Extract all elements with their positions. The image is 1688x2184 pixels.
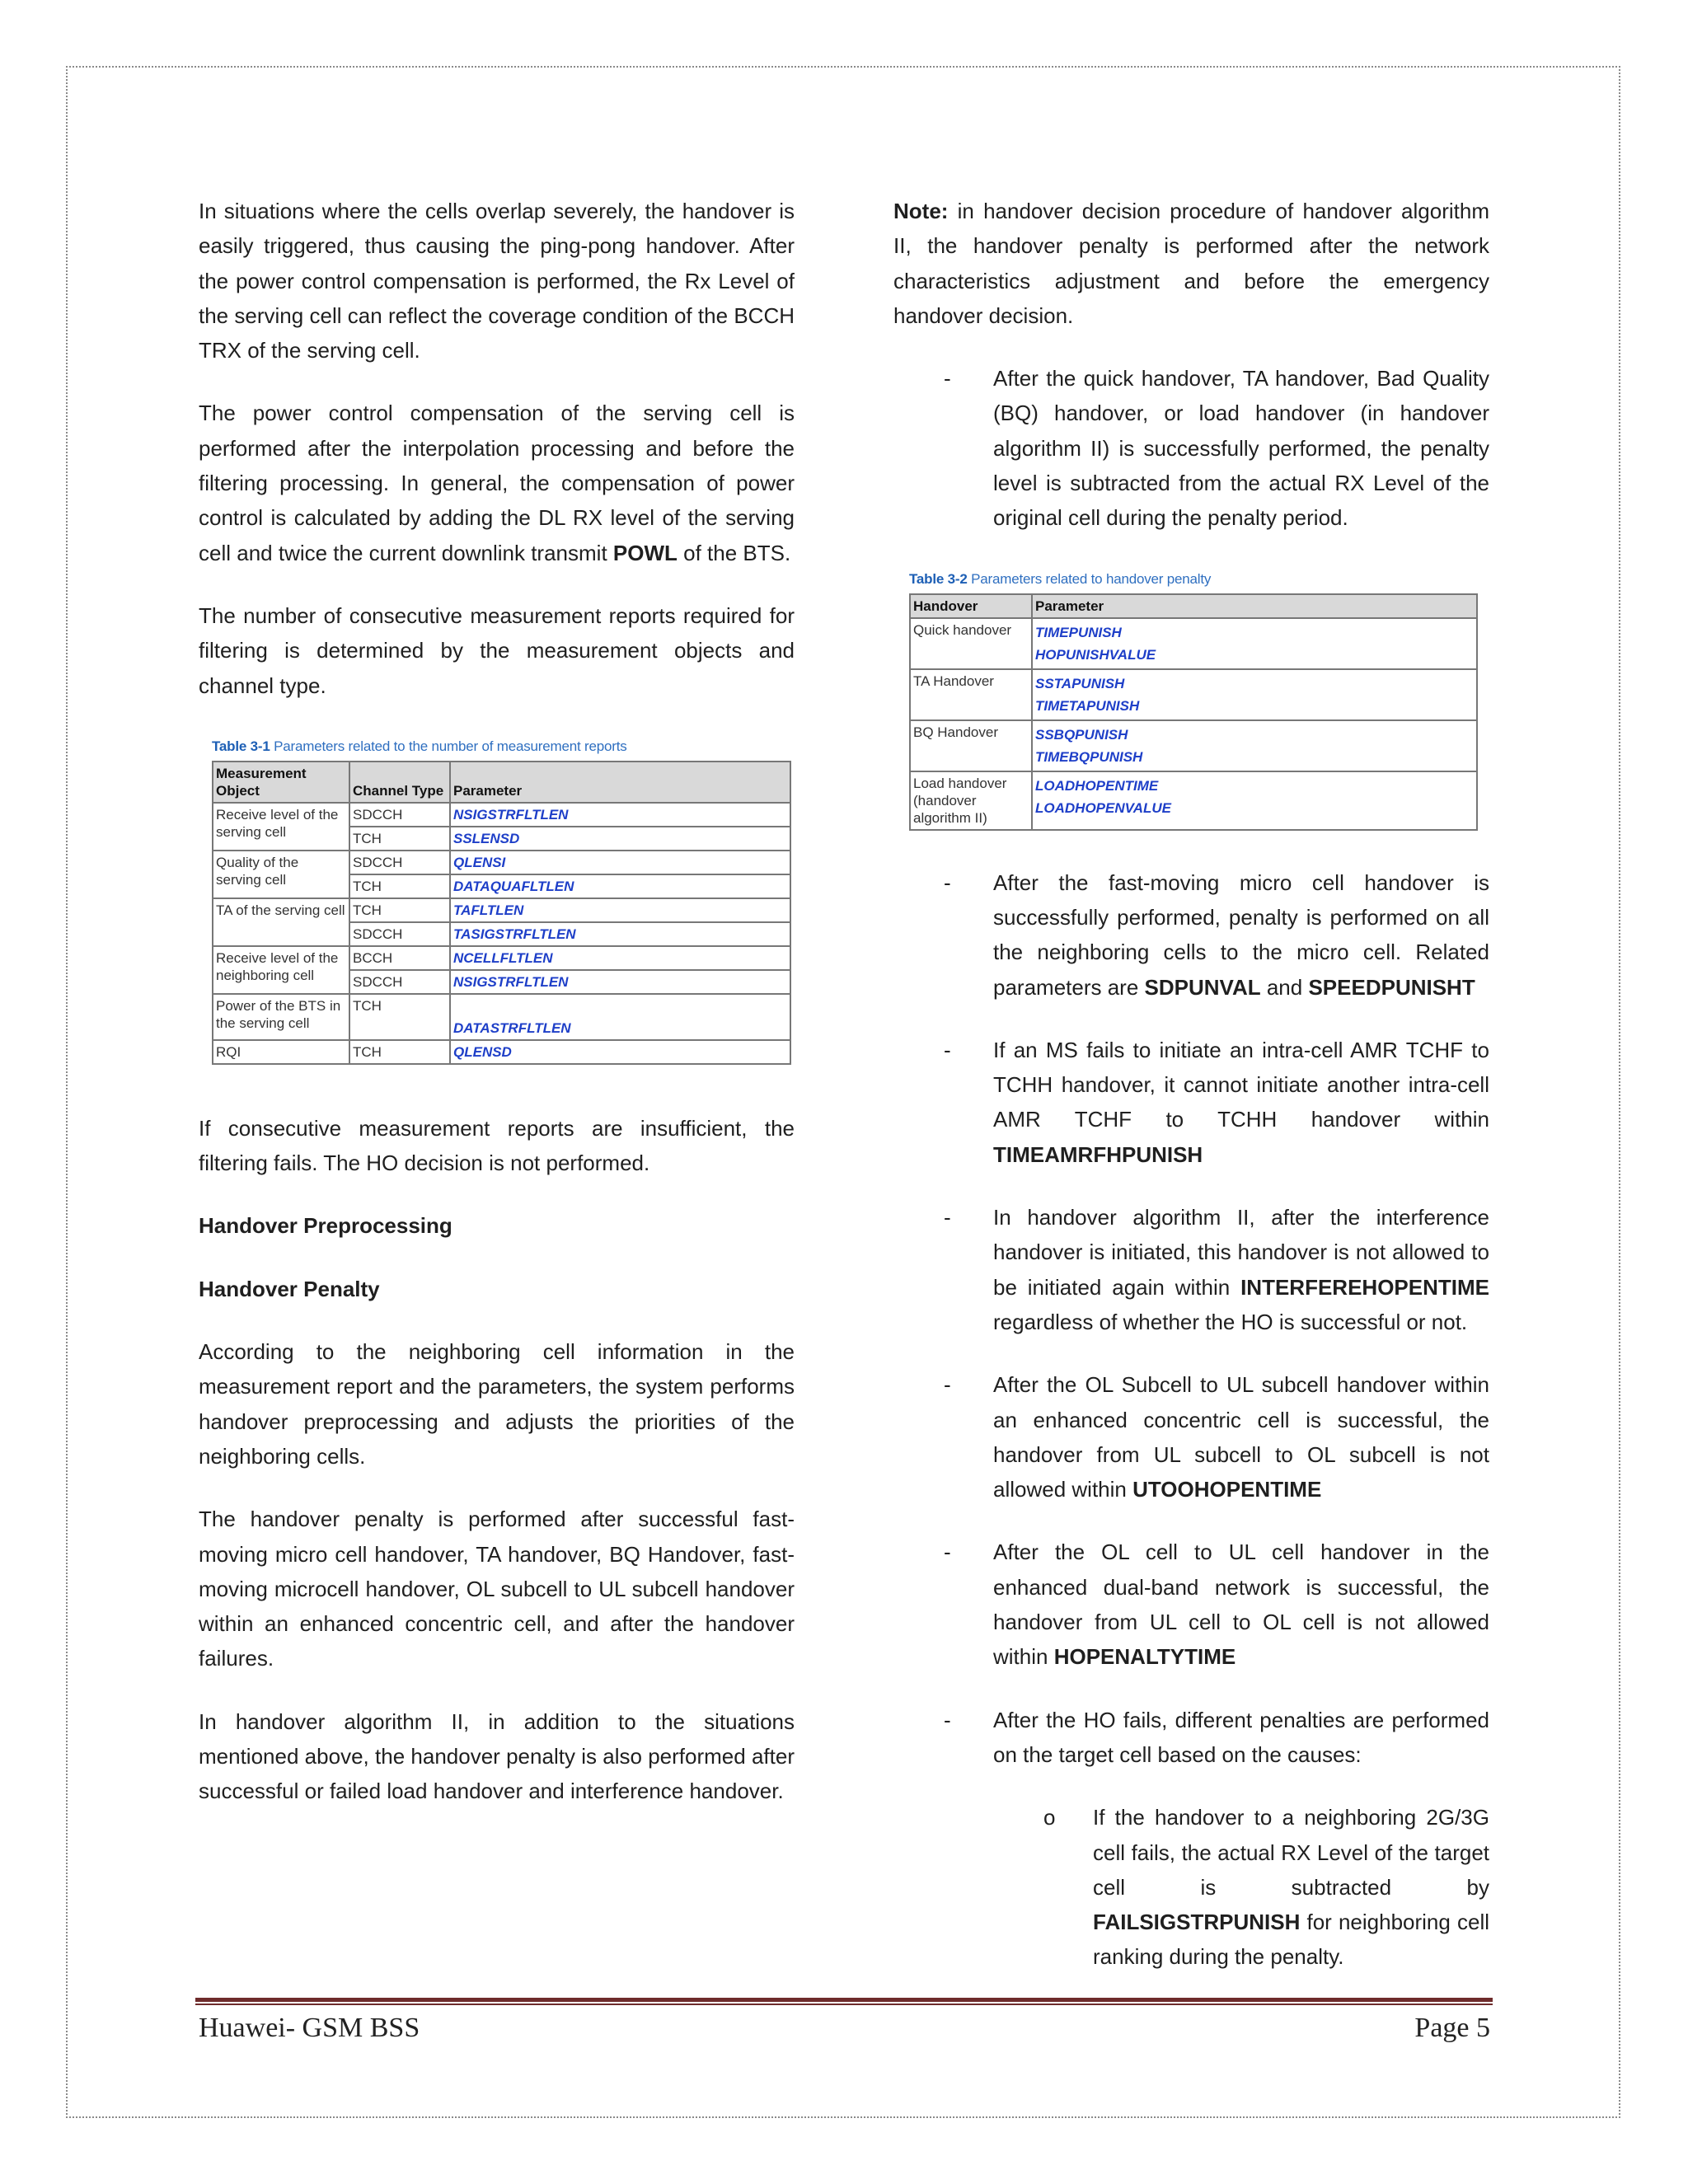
bullet-text: In handover algorithm II, after the interference handover is initiated, this handover is not allowed to be initiated again within — [993, 1205, 1489, 1300]
bullet-text: for neighboring cell ranking during the penalty. — [1093, 1910, 1489, 1970]
table-row — [910, 771, 1477, 830]
bold-term: SDPUNVAL — [1144, 974, 1261, 1000]
handover-type-cell: Load handover (handover algorithm II) — [910, 771, 1032, 830]
channel-type-cell: SDCCH — [349, 803, 450, 827]
header-cell: Measurement Object — [213, 762, 349, 803]
table-header-row — [213, 762, 790, 803]
parameter-cell: NSIGSTRFLTLEN — [450, 970, 790, 994]
bold-term: POWL — [612, 540, 678, 565]
channel-type-cell: TCH — [349, 994, 450, 1040]
parameter-cell — [1032, 771, 1477, 830]
footer-doc-title: Huawei- GSM BSS — [199, 2013, 420, 2043]
parameter-name: LOADHOPENVALUE — [1035, 799, 1171, 816]
parameter-name: TIMETAPUNISH — [1035, 697, 1140, 714]
dash-marker: - — [944, 1037, 951, 1062]
note-label: Note: — [893, 199, 949, 223]
parameter-cell: TAFLTLEN — [450, 898, 790, 922]
paragraph-insufficient-reports: If consecutive measurement reports are insufficient, the filtering fails. The HO decision is not performed. — [199, 1115, 795, 1176]
parameter-cell: TASIGSTRFLTLEN — [450, 922, 790, 946]
parameter-name: HOPUNISHVALUE — [1035, 646, 1156, 663]
parameter-cell: NSIGSTRFLTLEN — [450, 803, 790, 827]
parameter-cell: QLENSD — [450, 1040, 790, 1064]
channel-type-cell: SDCCH — [349, 922, 450, 946]
bullet-text: After the fast-moving micro cell handover is successfully performed, penalty is performed on all the neighboring cells to the micro cell. Related parameters are — [993, 869, 1489, 1000]
dash-marker: - — [944, 869, 951, 895]
footer-page-number: Page 5 — [1414, 2013, 1490, 2043]
measurement-object-cell: Receive level of the neighboring cell — [213, 946, 349, 994]
paragraph-algorithm-ii: In handover algorithm II, in addition to the situations mentioned above, the handover penalty is also performed after successful or failed load handover and interference handover. — [199, 1708, 795, 1804]
bullet-item — [893, 1367, 1489, 1507]
parameter-name: SSBQPUNISH — [1035, 726, 1128, 743]
bullet-item — [893, 1033, 1489, 1172]
parameter-name: LOADHOPENTIME — [1035, 777, 1159, 794]
table-row — [910, 618, 1477, 669]
table-row — [213, 851, 790, 874]
measurement-object-cell: RQI — [213, 1040, 349, 1064]
footer-rule-thin — [195, 2004, 1493, 2005]
text-span: The power control compensation of the serving cell is performed after the interpolation processing and before the filtering processing. In general, the compensation of power control is calculated by adding the DL RX level of the serving cell and twice the current downlink transmit — [199, 401, 795, 565]
parameter-name: TIMEPUNISH — [1035, 624, 1122, 640]
heading-handover-preprocessing: Handover Preprocessing — [199, 1213, 452, 1239]
bold-term: SPEEDPUNISHT — [1308, 974, 1475, 1000]
note-text: in handover decision procedure of handover algorithm II, the handover penalty is performed after the network characteristics adjustment and before the emergency handover decision. — [893, 199, 1489, 328]
channel-type-cell: SDCCH — [349, 851, 450, 874]
bold-term: FAILSIGSTRPUNISH — [1093, 1910, 1301, 1935]
paragraph-penalty-performed: The handover penalty is performed after successful fast-moving micro cell handover, TA handover, BQ Handover, fast-moving microcell handover, OL subcell to UL subcell handover within an enhanced concentric cell, and after the handover failures. — [199, 1507, 795, 1671]
channel-type-cell: TCH — [349, 874, 450, 898]
bold-term: TIMEAMRFHPUNISH — [993, 1141, 1203, 1167]
text-span: of the BTS. — [677, 540, 791, 565]
bullet-item — [893, 865, 1489, 1005]
penalty-table — [909, 593, 1478, 831]
caption-label: Table 3-1 — [212, 738, 270, 754]
bold-term: HOPENALTYTIME — [1053, 1644, 1236, 1670]
note-paragraph — [893, 194, 1489, 333]
dash-marker: - — [944, 1707, 951, 1732]
parameter-cell — [1032, 669, 1477, 720]
table-row — [910, 720, 1477, 771]
parameter-name: TIMEBQPUNISH — [1035, 748, 1143, 765]
table-3-2 — [909, 570, 1489, 831]
dash-marker: - — [944, 366, 951, 391]
bullet-text: regardless of whether the HO is successful or not. — [993, 1309, 1468, 1334]
caption-label: Table 3-2 — [909, 570, 968, 587]
heading-handover-penalty: Handover Penalty — [199, 1276, 380, 1301]
bold-term: UTOOHOPENTIME — [1132, 1477, 1322, 1502]
bullet-item — [893, 1703, 1489, 1773]
parameter-cell: SSLENSD — [450, 827, 790, 851]
parameter-cell: DATAQUAFLTLEN — [450, 874, 790, 898]
table-row — [910, 669, 1477, 720]
bullet-text: After the OL Subcell to UL subcell handover within an enhanced concentric cell is successful, the handover from UL subcell to OL subcell is not allowed within — [993, 1372, 1489, 1502]
table-header-row — [910, 594, 1477, 618]
dash-marker: - — [944, 1372, 951, 1398]
header-cell: Parameter — [450, 762, 790, 803]
dash-marker: - — [944, 1540, 951, 1565]
bullet-text: After the OL cell to UL cell handover in the enhanced dual-band network is successful, the handover from UL cell to OL cell is not allowed within — [993, 1540, 1489, 1670]
handover-type-cell: TA Handover — [910, 669, 1032, 720]
bullet-text: After the HO fails, different penalties are performed on the target cell based on the causes: — [993, 1707, 1489, 1767]
measurement-object-cell: Quality of the serving cell — [213, 851, 349, 898]
caption-text: Parameters related to the number of measurement reports — [270, 738, 627, 754]
paragraph-neighbor-info: According to the neighboring cell information in the measurement report and the parameters, the system performs handover preprocessing and adjusts the priorities of the neighboring cells. — [199, 1339, 795, 1469]
table-row — [213, 898, 790, 922]
bullet-text: If the handover to a neighboring 2G/3G cell fails, the actual RX Level of the target cell is subtracted by — [1093, 1805, 1489, 1900]
table-row — [213, 946, 790, 970]
channel-type-cell: TCH — [349, 827, 450, 851]
parameter-cell: DATASTRFLTLEN — [450, 994, 790, 1040]
paragraph-power-control — [199, 396, 795, 569]
channel-type-cell: TCH — [349, 1040, 450, 1064]
table-caption — [909, 570, 1489, 588]
channel-type-cell: TCH — [349, 898, 450, 922]
measurement-table — [212, 761, 791, 1065]
caption-text: Parameters related to handover penalty — [967, 570, 1212, 587]
table-row — [213, 803, 790, 827]
bullet-text: If an MS fails to initiate an intra-cell AMR TCHF to TCHH handover, it cannot initiate another intra-cell AMR TCHF to TCHH handover within — [993, 1037, 1489, 1132]
footer-rule — [195, 1998, 1493, 2002]
table-row — [213, 1040, 790, 1064]
bullet-item — [893, 1200, 1489, 1339]
channel-type-cell: BCCH — [349, 946, 450, 970]
bullet-text: After the quick handover, TA handover, Bad Quality (BQ) handover, or load handover (in handover algorithm II) is successfully performed, the penalty level is subtracted from the actual RX Level of the original cell during the penalty period. — [993, 366, 1489, 531]
handover-type-cell: BQ Handover — [910, 720, 1032, 771]
measurement-object-cell: TA of the serving cell — [213, 898, 349, 946]
bullet-item — [893, 1535, 1489, 1674]
parameter-cell — [1032, 618, 1477, 669]
parameter-cell: NCELLFLTLEN — [450, 946, 790, 970]
sub-bullet-item — [893, 1800, 1489, 1974]
right-column — [893, 194, 1489, 2003]
circle-marker: o — [1043, 1805, 1056, 1830]
measurement-object-cell: Receive level of the serving cell — [213, 803, 349, 851]
dash-marker: - — [944, 1205, 951, 1230]
header-cell: Parameter — [1032, 594, 1477, 618]
table-caption — [212, 738, 795, 756]
table-3-1 — [212, 738, 795, 1065]
table-row — [213, 994, 790, 1040]
handover-type-cell: Quick handover — [910, 618, 1032, 669]
header-cell: Handover — [910, 594, 1032, 618]
header-cell: Channel Type — [349, 762, 450, 803]
parameter-cell — [1032, 720, 1477, 771]
bullet-text: and — [1260, 974, 1309, 1000]
parameter-name: SSTAPUNISH — [1035, 675, 1125, 691]
channel-type-cell: SDCCH — [349, 970, 450, 994]
bullet-item — [893, 361, 1489, 535]
paragraph-overlap: In situations where the cells overlap severely, the handover is easily triggered, thus causing the ping-pong handover. After the power control compensation is performed, the Rx Level of the serving cell can reflect the coverage condition of the BCCH TRX of the serving cell. — [199, 199, 795, 363]
bold-term: INTERFEREHOPENTIME — [1240, 1274, 1489, 1300]
left-column — [199, 194, 795, 1837]
paragraph-measurement-reports: The number of consecutive measurement reports required for filtering is determined by the measurement objects and channel type. — [199, 602, 795, 698]
measurement-object-cell: Power of the BTS in the serving cell — [213, 994, 349, 1040]
parameter-cell: QLENSI — [450, 851, 790, 874]
